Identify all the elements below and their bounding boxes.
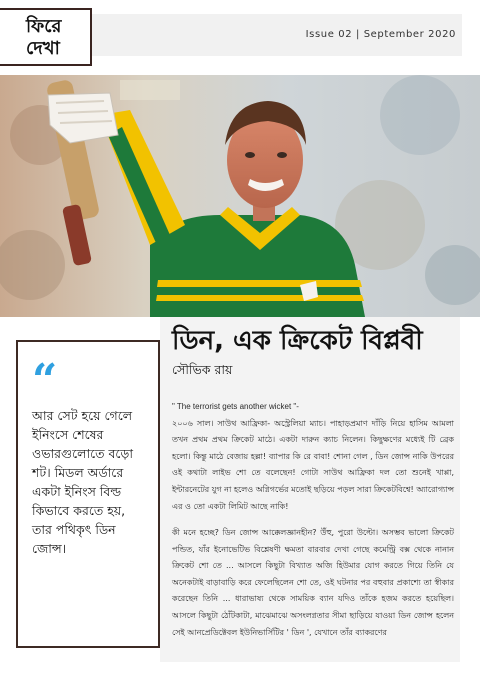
article-paragraph-1 xyxy=(172,399,454,515)
article-paragraph-2: কী মনে হচ্ছে? ডিন জোন্স আক্কেলজ্ঞানহীন? উঁহু, পুরো উল্টো। অসম্ভব ভালো ক্রিকেট পন্ডিত, যাঁর ইনোভেটিভ বিশ্লেষণী ক্ষমতা বারবার দেখা গেছে কমেন্ট্রি বক্স থেকে নানান ক্রিকেট শো তে ... আসলে কিছুটা বিখ্যাত অজি হিউমার যোগ করতে গিয়ে তিনি যে অনেকটাই বাড়াবাড়ি করে ফেলেছিলেন শো তে, ওই ঘটনার পর বহুবার প্রকাশ্যে তা স্বীকার করেছেন তিনি ... ধারাভাষ্য থেকে সাময়িক ব্যান যদিও তাঁকে হজম করতে হয়েছিল। আসলে কিছুটা ঠোঁটকাটা, মাঝেমাঝে অসংলগ্নতার সীমা ছাড়িয়ে যাওয়া ডিন জোন্স হলেন সেই আনপ্রেডিক্টেবল ইউনিভার্সিটির ' ডিন ', যেখানে তাঁর ব্যাকরণের xyxy=(172,528,454,637)
article-epigraph: " The terrorist gets another wicket "- xyxy=(172,402,299,411)
hero-photo xyxy=(0,75,480,317)
logo-line-2: দেখা xyxy=(26,38,60,59)
magazine-logo xyxy=(0,8,92,66)
article-title: ডিন, এক ক্রিকেট বিপ্লবী xyxy=(172,326,423,356)
pull-quote-text: আর সেট হয়ে গেলে ইনিংসে শেষের ওভারগুলোতে বড়ো শট। মিডল অর্ডারে একটা ইনিংস বিল্ড কিভাবে করতে হয়, তার পথিকৃৎ ডিন জোন্স। xyxy=(32,408,133,556)
issue-info: Issue 02 | September 2020 xyxy=(305,29,456,40)
masthead xyxy=(0,0,480,75)
logo-line-1: ফিরে xyxy=(26,16,62,37)
article-paragraph-1-text: ২০০৬ সাল। সাউথ আফ্রিকা- অস্ট্রেলিয়া ম্যাচ। পাহাড়প্রমাণ দাঁড়ি নিয়ে হাসিম আমলা তখন প্রথম প্রথম ক্রিকেট মাঠে। একটা দারুন ক্যাচ নিলেন। কিছুক্ষণের মধ্যেই টি ব্রেক হলো। কিন্তু মাঠে বেজায় হল্লা! ব্যাপার কি রে বাবা! শোনা গেল , ডিন জোন্স নাকি উপরের ওই কথাটা লাইভ শো তে বলেছেন! গোটা সাউথ আফ্রিকা দল তো শুনেই খাপ্পা, ইন্টারনেটের যুগ না হলেও অগ্নিগর্ভের মতোই ছড়িয়ে পড়ল সারা ক্রিকেটবিশ্বে! অ্যারোগ্যান্স এর ও তো একটা লিমিট আছে নাকি! xyxy=(172,418,454,511)
pull-quote-panel xyxy=(16,340,160,648)
article-author: সৌভিক রায় xyxy=(172,362,233,377)
quote-mark-icon: “ xyxy=(32,355,58,406)
cricketer-photo-icon xyxy=(0,75,480,317)
